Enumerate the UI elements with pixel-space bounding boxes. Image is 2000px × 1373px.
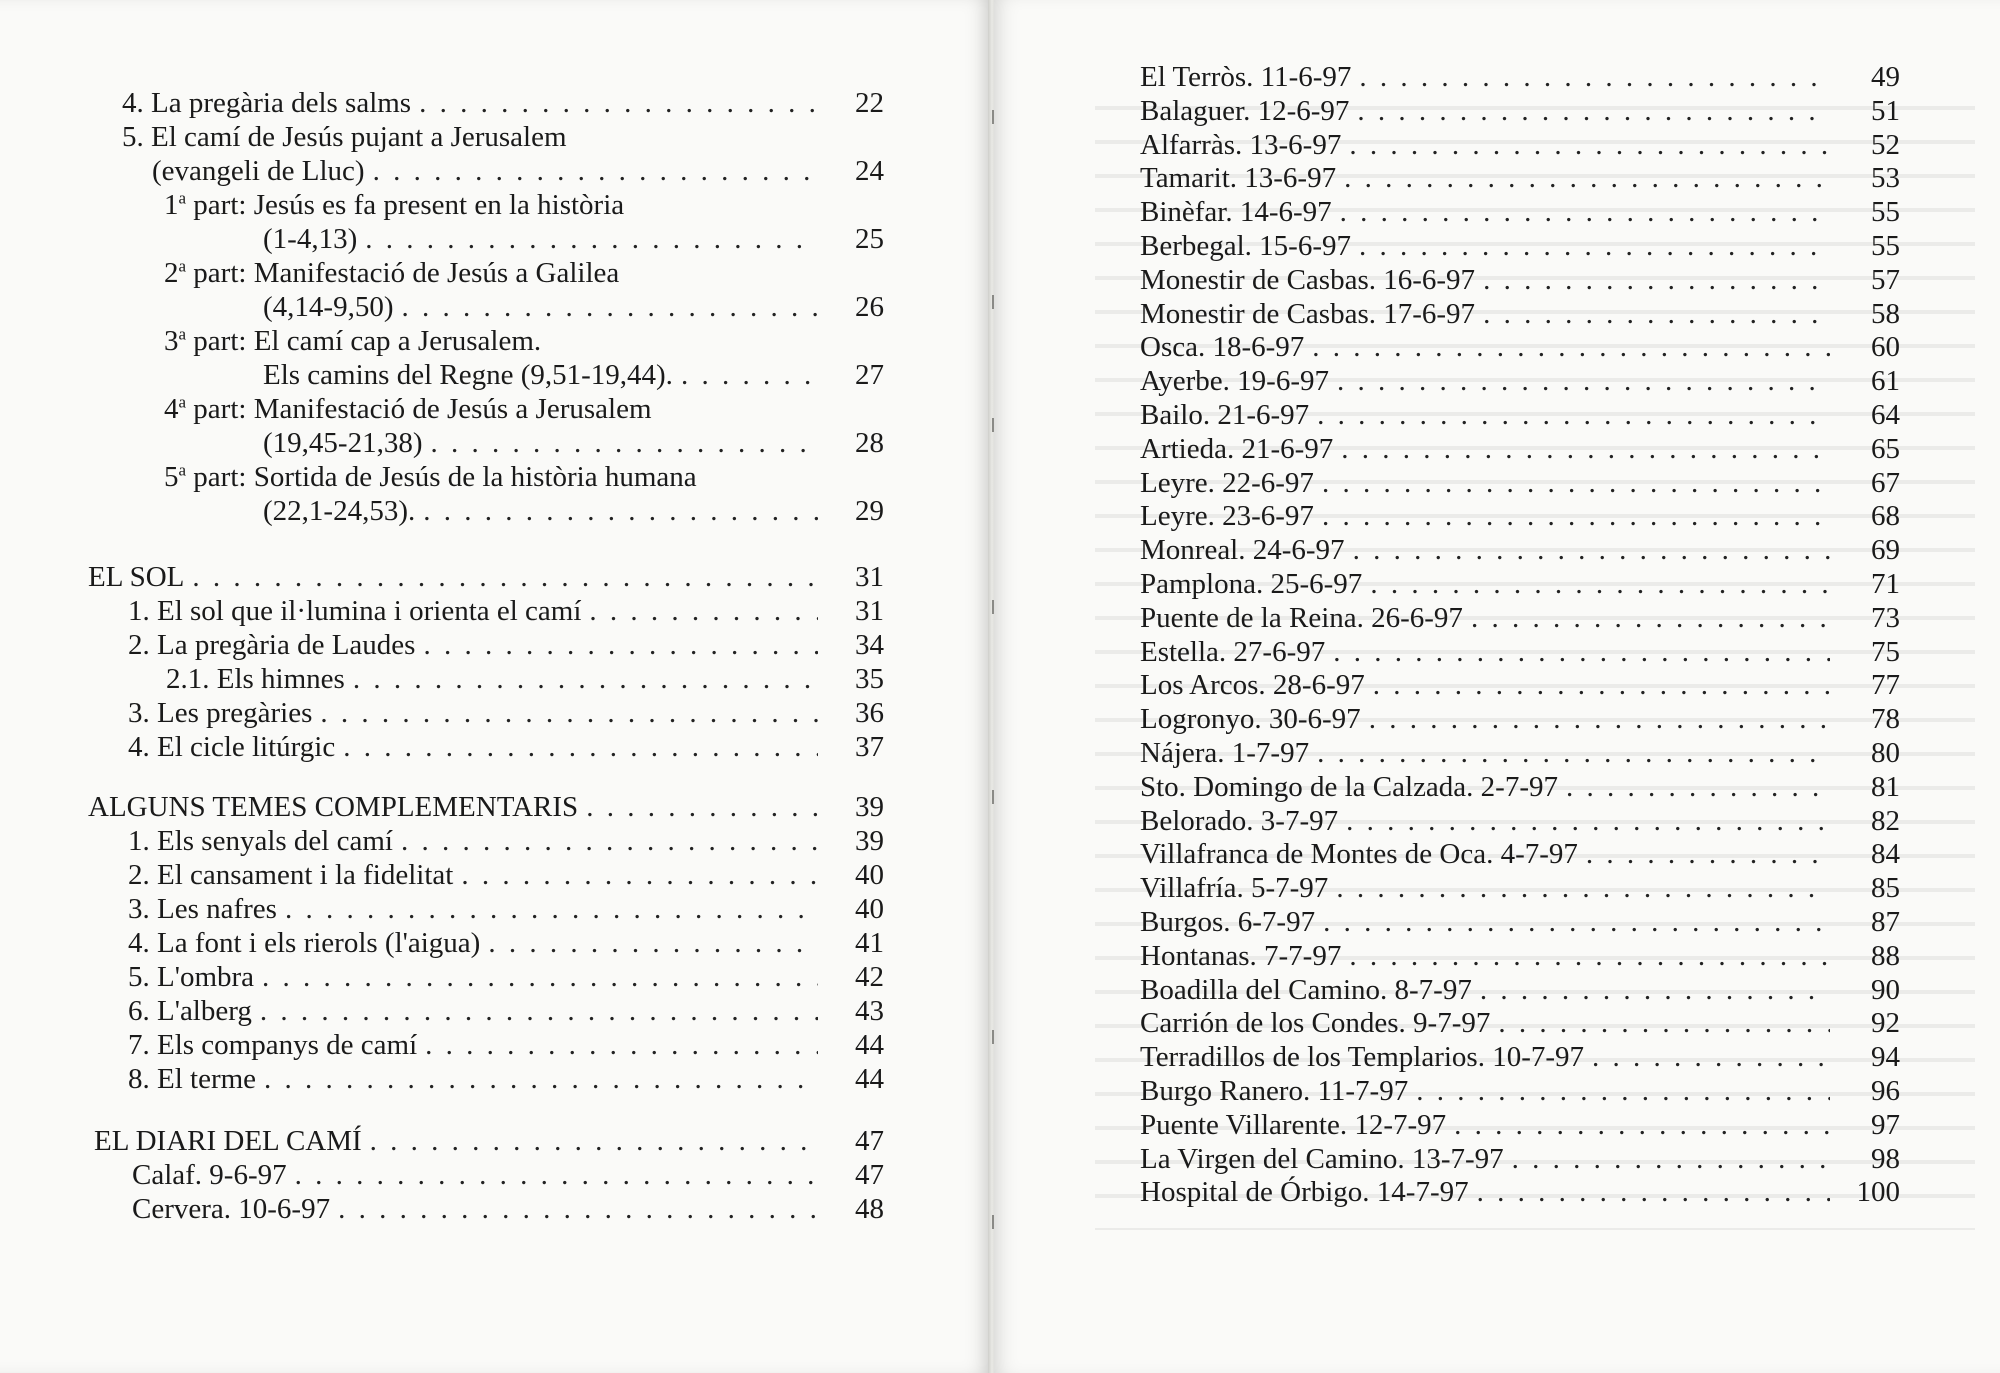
- toc-entry: [1140, 1108, 1900, 1142]
- toc-entry-title: part: Manifestació de Jesús a Jerusalem: [186, 393, 652, 425]
- toc-entry-title: Els camins del Regne (9,51-19,44).: [263, 359, 673, 391]
- leader-dots: [343, 730, 818, 764]
- toc-entry: [263, 494, 884, 528]
- toc-entry-page: 34: [855, 629, 884, 661]
- toc-entry: [128, 824, 884, 858]
- toc-entry: [128, 892, 884, 926]
- toc-entry: [1140, 1006, 1900, 1040]
- leader-dots: [461, 858, 818, 892]
- leader-dots: [1337, 364, 1830, 398]
- leader-dots: [401, 824, 818, 858]
- toc-entry-page: 67: [1871, 467, 1900, 499]
- toc-entry-page: 65: [1871, 433, 1900, 465]
- toc-entry-title: Los Arcos. 28-6-97: [1140, 669, 1365, 701]
- toc-entry: [128, 1062, 884, 1096]
- leader-dots: [1357, 94, 1830, 128]
- toc-entry-title: Pamplona. 25-6-97: [1140, 568, 1363, 600]
- toc-entry: [1140, 668, 1900, 702]
- leader-dots: [1340, 195, 1830, 229]
- toc-entry: [1140, 837, 1900, 871]
- toc-entry-title: El Terròs. 11-6-97: [1140, 61, 1352, 93]
- toc-entry-title: Estella. 27-6-97: [1140, 636, 1326, 668]
- toc-entry-page: 77: [1871, 669, 1900, 701]
- toc-entry-title: Balaguer. 12-6-97: [1140, 95, 1350, 127]
- leader-dots: [488, 926, 818, 960]
- toc-entry-title: 2. El cansament i la fidelitat: [128, 859, 454, 891]
- toc-entry: [128, 994, 884, 1028]
- toc-entry-page: 47: [855, 1125, 884, 1157]
- toc-entry: [1140, 804, 1900, 838]
- leader-dots: [425, 1028, 818, 1062]
- leader-dots: [353, 662, 818, 696]
- toc-entry: [263, 426, 884, 460]
- toc-entry: [128, 628, 884, 662]
- leader-dots: [430, 426, 818, 460]
- toc-entry-page: 92: [1871, 1007, 1900, 1039]
- toc-entry-page: 48: [855, 1193, 884, 1225]
- toc-entry: [1140, 533, 1900, 567]
- toc-entry-title: 4. La font i els rierols (l'aigua): [128, 927, 481, 959]
- leader-dots: [1317, 398, 1830, 432]
- toc-entry-title: part: Manifestació de Jesús a Galilea: [186, 257, 620, 289]
- toc-entry: [1140, 1040, 1900, 1074]
- toc-entry: [1140, 432, 1900, 466]
- leader-dots: [1592, 1040, 1830, 1074]
- toc-entry: [132, 1158, 884, 1192]
- toc-entry-page: 68: [1871, 500, 1900, 532]
- toc-entry: [1140, 567, 1900, 601]
- toc-entry-page: 90: [1871, 974, 1900, 1006]
- leader-dots: [1336, 871, 1830, 905]
- leader-dots: [1344, 161, 1830, 195]
- toc-entry-page: 85: [1871, 872, 1900, 904]
- toc-entry-title: Hontanas. 7-7-97: [1140, 940, 1342, 972]
- toc-entry: [128, 1028, 884, 1062]
- toc-entry-title: (evangeli de Lluc): [152, 155, 365, 187]
- part-number: 1: [164, 189, 179, 221]
- toc-entry: [1140, 601, 1900, 635]
- leader-dots: [320, 696, 818, 730]
- toc-entry-page: 40: [855, 859, 884, 891]
- leader-dots: [589, 594, 818, 628]
- toc-entry: [164, 460, 697, 494]
- toc-entry-page: 81: [1871, 771, 1900, 803]
- toc-entry-page: 73: [1871, 602, 1900, 634]
- toc-entry: [263, 358, 884, 392]
- leader-dots: [1341, 432, 1830, 466]
- toc-entry: [164, 392, 652, 426]
- ordinal-mark: a: [178, 188, 187, 208]
- leader-dots: [1373, 668, 1830, 702]
- leader-dots: [586, 790, 818, 824]
- toc-entry: [1140, 736, 1900, 770]
- toc-section-title: EL DIARI DEL CAMÍ: [94, 1125, 362, 1157]
- toc-entry-title: Ayerbe. 19-6-97: [1140, 365, 1329, 397]
- toc-entry-page: 55: [1871, 196, 1900, 228]
- toc-entry-title: Leyre. 23-6-97: [1140, 500, 1314, 532]
- toc-entry-title: part: El camí cap a Jerusalem.: [186, 325, 542, 357]
- toc-entry-title: Artieda. 21-6-97: [1140, 433, 1334, 465]
- leader-dots: [401, 290, 818, 324]
- toc-entry-title: Monestir de Casbas. 16-6-97: [1140, 264, 1476, 296]
- leader-dots: [1369, 702, 1830, 736]
- toc-entry-page: 64: [1871, 399, 1900, 431]
- leader-dots: [370, 1124, 818, 1158]
- toc-entry-title: 3. Les nafres: [128, 893, 277, 925]
- toc-entry-page: 97: [1871, 1109, 1900, 1141]
- toc-entry: [1140, 466, 1900, 500]
- leader-dots: [338, 1192, 818, 1226]
- toc-entry-title: Nájera. 1-7-97: [1140, 737, 1310, 769]
- toc-entry-title: 4. El cicle litúrgic: [128, 731, 336, 763]
- toc-entry: [128, 926, 884, 960]
- toc-section: [88, 560, 884, 594]
- toc-entry-title: Alfarràs. 13-6-97: [1140, 129, 1342, 161]
- toc-entry-page: 27: [855, 359, 884, 391]
- toc-entry-page: 36: [855, 697, 884, 729]
- toc-section-title: ALGUNS TEMES COMPLEMENTARIS: [88, 791, 579, 823]
- toc-entry-page: 35: [855, 663, 884, 695]
- leader-dots: [1512, 1142, 1830, 1176]
- leader-dots: [260, 994, 818, 1028]
- leader-dots: [1483, 297, 1830, 331]
- toc-entry-page: 39: [855, 791, 884, 823]
- toc-entry: [263, 222, 884, 256]
- toc-entry-page: 78: [1871, 703, 1900, 735]
- toc-entry-title: Binèfar. 14-6-97: [1140, 196, 1332, 228]
- toc-entry-page: 22: [855, 87, 884, 119]
- leader-dots: [285, 892, 818, 926]
- toc-entry: [128, 594, 884, 628]
- toc-entry-title: Belorado. 3-7-97: [1140, 805, 1339, 837]
- toc-entry: [128, 730, 884, 764]
- toc-entry-title: Cervera. 10-6-97: [132, 1193, 331, 1225]
- toc-entry-page: 98: [1871, 1143, 1900, 1175]
- toc-entry-title: 2. La pregària de Laudes: [128, 629, 416, 661]
- toc-entry: [1140, 1142, 1900, 1176]
- toc-entry: [1140, 770, 1900, 804]
- toc-entry: [128, 960, 884, 994]
- toc-entry: [1140, 939, 1900, 973]
- toc-entry-page: 41: [855, 927, 884, 959]
- leader-dots: [681, 358, 818, 392]
- toc-entry-title: Villafranca de Montes de Oca. 4-7-97: [1140, 838, 1578, 870]
- toc-entry-page: 47: [855, 1159, 884, 1191]
- leader-dots: [1498, 1006, 1830, 1040]
- left-page: [0, 0, 990, 1373]
- leader-dots: [264, 1062, 818, 1096]
- toc-section: [88, 790, 884, 824]
- toc-entry-title: 6. L'alberg: [128, 995, 252, 1027]
- toc-entry: [1140, 702, 1900, 736]
- ordinal-mark: a: [178, 324, 187, 344]
- leader-dots: [192, 560, 818, 594]
- toc-entry-title: Terradillos de los Templarios. 10-7-97: [1140, 1041, 1585, 1073]
- toc-entry: [1140, 195, 1900, 229]
- leader-dots: [1353, 533, 1830, 567]
- toc-entry-title: Calaf. 9-6-97: [132, 1159, 287, 1191]
- leader-dots: [1416, 1074, 1830, 1108]
- toc-entry: [1140, 1175, 1900, 1209]
- toc-entry-title: (19,45-21,38): [263, 427, 423, 459]
- toc-entry-page: 87: [1871, 906, 1900, 938]
- toc-entry-title: 5. El camí de Jesús pujant a Jerusalem: [122, 121, 567, 153]
- toc-entry: [166, 662, 884, 696]
- leader-dots: [262, 960, 818, 994]
- leader-dots: [1483, 263, 1830, 297]
- toc-entry: [1140, 499, 1900, 533]
- toc-entry-page: 60: [1871, 331, 1900, 363]
- leader-dots: [423, 628, 818, 662]
- toc-entry-title: Puente de la Reina. 26-6-97: [1140, 602, 1463, 634]
- toc-section: [94, 1124, 884, 1158]
- part-number: 5: [164, 461, 179, 493]
- leader-dots: [373, 154, 818, 188]
- toc-entry: [1140, 905, 1900, 939]
- toc-entry-page: 55: [1871, 230, 1900, 262]
- toc-entry-page: 52: [1871, 129, 1900, 161]
- toc-entry-page: 31: [855, 561, 884, 593]
- toc-entry-page: 57: [1871, 264, 1900, 296]
- toc-entry-page: 44: [855, 1029, 884, 1061]
- toc-entry-page: 40: [855, 893, 884, 925]
- toc-entry-title: 7. Els companys de camí: [128, 1029, 418, 1061]
- toc-entry-title: Berbegal. 15-6-97: [1140, 230, 1351, 262]
- ordinal-mark: a: [178, 256, 187, 276]
- toc-entry: [1140, 1074, 1900, 1108]
- toc-entry: [1140, 364, 1900, 398]
- toc-entry-page: 37: [855, 731, 884, 763]
- toc-entry-title: Sto. Domingo de la Calzada. 2-7-97: [1140, 771, 1558, 803]
- toc-entry-title: Monreal. 24-6-97: [1140, 534, 1345, 566]
- toc-entry-page: 43: [855, 995, 884, 1027]
- leader-dots: [1471, 601, 1830, 635]
- toc-entry: [164, 256, 619, 290]
- toc-entry-title: 8. El terme: [128, 1063, 257, 1095]
- toc-entry-page: 94: [1871, 1041, 1900, 1073]
- toc-entry-title: Tamarit. 13-6-97: [1140, 162, 1337, 194]
- leader-dots: [1312, 330, 1830, 364]
- leader-dots: [1586, 837, 1830, 871]
- leader-dots: [1359, 229, 1830, 263]
- toc-entry-page: 71: [1871, 568, 1900, 600]
- toc-entry-page: 31: [855, 595, 884, 627]
- toc-entry-page: 69: [1871, 534, 1900, 566]
- toc-entry-title: (22,1-24,53).: [263, 495, 416, 527]
- toc-entry-page: 29: [855, 495, 884, 527]
- toc-entry-title: Leyre. 22-6-97: [1140, 467, 1314, 499]
- toc-entry-title: 5. L'ombra: [128, 961, 255, 993]
- toc-entry-title: Osca. 18-6-97: [1140, 331, 1305, 363]
- toc-entry-title: Puente Villarente. 12-7-97: [1140, 1109, 1447, 1141]
- leader-dots: [1349, 128, 1830, 162]
- leader-dots: [1322, 466, 1830, 500]
- toc-entry-page: 39: [855, 825, 884, 857]
- toc-entry-title: 3. Les pregàries: [128, 697, 313, 729]
- toc-entry: [152, 154, 884, 188]
- toc-entry: [1140, 161, 1900, 195]
- toc-entry-page: 80: [1871, 737, 1900, 769]
- toc-entry-page: 75: [1871, 636, 1900, 668]
- leader-dots: [1349, 939, 1830, 973]
- leader-dots: [1333, 635, 1830, 669]
- toc-entry: [164, 324, 541, 358]
- toc-entry-title: Logronyo. 30-6-97: [1140, 703, 1361, 735]
- part-number: 4: [164, 393, 179, 425]
- toc-entry: [122, 120, 567, 154]
- toc-entry-title: Monestir de Casbas. 17-6-97: [1140, 298, 1476, 330]
- toc-entry: [1140, 128, 1900, 162]
- toc-entry: [132, 1192, 884, 1226]
- toc-entry-title: Bailo. 21-6-97: [1140, 399, 1310, 431]
- toc-entry: [1140, 94, 1900, 128]
- toc-entry-title: Villafría. 5-7-97: [1140, 872, 1329, 904]
- toc-entry-title: La Virgen del Camino. 13-7-97: [1140, 1143, 1504, 1175]
- toc-entry-title: 1. El sol que il·lumina i orienta el camí: [128, 595, 582, 627]
- toc-entry-page: 82: [1871, 805, 1900, 837]
- toc-entry: [164, 188, 624, 222]
- leader-dots: [1359, 60, 1830, 94]
- toc-entry: [1140, 398, 1900, 432]
- toc-entry-title: part: Jesús es fa present en la història: [186, 189, 625, 221]
- toc-entry-page: 88: [1871, 940, 1900, 972]
- leader-dots: [1566, 770, 1830, 804]
- leader-dots: [295, 1158, 818, 1192]
- toc-section-title: EL SOL: [88, 561, 185, 593]
- leader-dots: [419, 86, 818, 120]
- leader-dots: [365, 222, 818, 256]
- toc-entry-title: Burgos. 6-7-97: [1140, 906, 1316, 938]
- leader-dots: [1322, 499, 1830, 533]
- toc-entry-title: Burgo Ranero. 11-7-97: [1140, 1075, 1409, 1107]
- toc-entry-page: 100: [1856, 1176, 1900, 1208]
- leader-dots: [1477, 1175, 1830, 1209]
- toc-entry-title: (4,14-9,50): [263, 291, 394, 323]
- ordinal-mark: a: [178, 392, 187, 412]
- leader-dots: [1454, 1108, 1830, 1142]
- toc-entry-page: 24: [855, 155, 884, 187]
- toc-entry-page: 44: [855, 1063, 884, 1095]
- toc-entry-title: 2.1. Els himnes: [166, 663, 345, 695]
- toc-entry-page: 53: [1871, 162, 1900, 194]
- toc-entry-page: 58: [1871, 298, 1900, 330]
- toc-entry-page: 28: [855, 427, 884, 459]
- toc-entry-page: 84: [1871, 838, 1900, 870]
- toc-entry-page: 25: [855, 223, 884, 255]
- toc-entry: [128, 858, 884, 892]
- leader-dots: [1370, 567, 1830, 601]
- part-number: 3: [164, 325, 179, 357]
- toc-entry-page: 61: [1871, 365, 1900, 397]
- toc-entry: [122, 86, 884, 120]
- toc-entry-page: 26: [855, 291, 884, 323]
- toc-entry-title: Boadilla del Camino. 8-7-97: [1140, 974, 1472, 1006]
- toc-entry: [128, 696, 884, 730]
- toc-entry-title: part: Sortida de Jesús de la història humana: [186, 461, 697, 493]
- right-page: [994, 0, 2000, 1373]
- toc-entry-title: Carrión de los Condes. 9-7-97: [1140, 1007, 1491, 1039]
- part-number: 2: [164, 257, 179, 289]
- leader-dots: [1480, 973, 1830, 1007]
- leader-dots: [1317, 736, 1830, 770]
- toc-entry: [1140, 297, 1900, 331]
- ordinal-mark: a: [178, 460, 187, 480]
- leader-dots: [1346, 804, 1830, 838]
- toc-entry-page: 49: [1871, 61, 1900, 93]
- toc-entry: [1140, 871, 1900, 905]
- toc-entry-title: 1. Els senyals del camí: [128, 825, 393, 857]
- toc-entry: [1140, 229, 1900, 263]
- toc-entry-page: 96: [1871, 1075, 1900, 1107]
- toc-entry: [1140, 635, 1900, 669]
- toc-entry-title: (1-4,13): [263, 223, 358, 255]
- toc-entry-page: 42: [855, 961, 884, 993]
- toc-entry-page: 51: [1871, 95, 1900, 127]
- leader-dots: [423, 494, 818, 528]
- toc-entry: [263, 290, 884, 324]
- toc-entry: [1140, 263, 1900, 297]
- toc-entry: [1140, 973, 1900, 1007]
- toc-entry-title: Hospital de Órbigo. 14-7-97: [1140, 1176, 1469, 1208]
- toc-entry: [1140, 330, 1900, 364]
- toc-entry: [1140, 60, 1900, 94]
- leader-dots: [1323, 905, 1830, 939]
- toc-entry-title: 4. La pregària dels salms: [122, 87, 412, 119]
